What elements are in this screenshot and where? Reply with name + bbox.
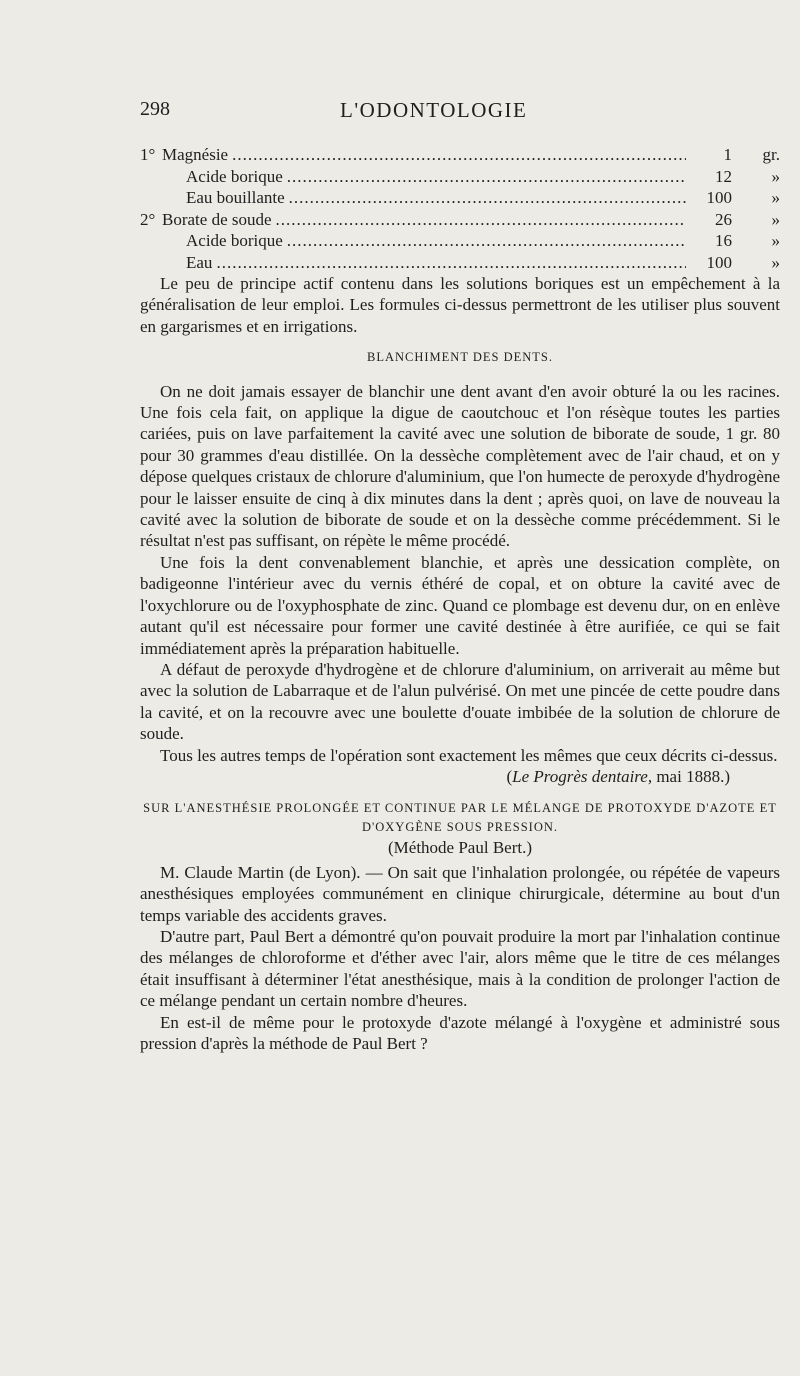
recipe-line <box>140 187 780 209</box>
citation-date: mai 1888. <box>656 766 725 786</box>
recipe-quantity: 26 <box>715 209 732 229</box>
recipe-ingredient: Eau bouillante <box>186 188 285 207</box>
recipe-line <box>140 230 780 252</box>
source-citation: (Le Progrès dentaire, mai 1888.) <box>506 766 730 786</box>
recipe-unit: gr. <box>762 145 780 164</box>
citation-source: Le Progrès dentaire, <box>512 766 653 786</box>
recipe-ingredient: Acide borique <box>186 231 283 250</box>
section-heading: SUR L'ANESTHÉSIE PROLONGÉE ET CONTINUE PAR LE MÉLANGE DE PROTOXYDE D'AZOTE ET D'OXYGÈNE SOUS PRESSION. <box>143 801 777 835</box>
recipe-ingredient: Eau <box>186 252 213 272</box>
recipe-line <box>140 166 780 188</box>
recipe-quantity: 12 <box>715 166 732 186</box>
paragraph: Une fois la dent convenablement blanchie, et après une dessication complète, on badigeonne l'intérieur avec du vernis éthéré de copal, et on obture la cavité avec de l'oxychlorure ou de l'oxyphosphate de zinc. Quand ce plombage est devenu dur, on en enlève autant qu'il est nécessaire pour former une cavité destinée à être aurifiée, ce qui se fait immédiatement après la préparation habituelle. <box>140 552 780 658</box>
recipe-line <box>140 144 780 166</box>
leader-dots <box>287 230 686 251</box>
running-title: L'ODONTOLOGIE <box>340 98 528 122</box>
leader-dots <box>287 166 686 187</box>
intro-paragraph: Le peu de principe actif contenu dans les solutions boriques est un empêchement à la généralisation de leur emploi. Les formules ci-dessus permettront de les utiliser plus souvent en gargarismes et en irrigations. <box>140 274 780 336</box>
recipe-number: 2° <box>140 209 156 229</box>
recipe-quantity: 1 <box>723 145 732 164</box>
recipe-unit: » <box>771 209 780 229</box>
paragraph: M. Claude Martin (de Lyon). — On sait que l'inhalation prolongée, ou répétée de vapeurs anesthésiques employées communément en clinique chirurgicale, détermine au bout d'un temps variable des accidents graves. <box>140 862 780 925</box>
leader-dots <box>216 252 686 273</box>
page-header <box>140 98 780 128</box>
recipe-unit: » <box>771 231 780 250</box>
page-number: 298 <box>140 98 170 120</box>
paragraph: On ne doit jamais essayer de blanchir une dent avant d'en avoir obturé la ou les racines. Une fois cela fait, on applique la digue de caoutchouc et l'on résèque toutes les parties cariées, puis on lave parfaitement la cavité avec une solution de biborate de soude, 1 gr. 80 pour 30 grammes d'eau distillée. On la dessèche complètement avec de l'air chaud, et on y dépose quelques cristaux de chlorure d'aluminium, que l'on humecte de peroxyde d'hydrogène pour le laisser ensuite de cinq à dix minutes dans la dent ; après quoi, on lave de nouveau la cavité avec la solution de biborate de soude et on la dessèche comme précédemment. Si le résultat n'est pas suffisant, on répète le même procédé. <box>140 381 780 551</box>
recipe-number: 1° <box>140 145 156 164</box>
paragraph: A défaut de peroxyde d'hydrogène et de chlorure d'aluminium, on arriverait au même but avec la solution de Labarraque et de l'alun pulvérisé. On met une pincée de cette poudre dans la cavité, et on la recouvre avec une boulette d'ouate imbibée de la solution de chlorure de soude. <box>140 659 780 744</box>
recipe-unit: » <box>771 252 780 272</box>
recipe-quantity: 16 <box>715 231 732 250</box>
recipe-ingredient: Magnésie <box>162 145 229 164</box>
leader-dots <box>232 144 686 165</box>
recipe-ingredient: Acide borique <box>186 166 283 186</box>
recipe-ingredient: Borate de soude <box>162 209 272 229</box>
leader-dots <box>289 187 686 208</box>
paragraph: D'autre part, Paul Bert a démontré qu'on pouvait produire la mort par l'inhalation continue des mélanges de chloroforme et d'éther avec l'air, alors même que le titre de ces mélanges était insuffisant à déterminer l'état anesthésique, mais à la condition de prolonger l'action de ce mélange pendant un certain nombre d'heures. <box>140 926 780 1011</box>
recipe-line <box>140 209 780 231</box>
recipe-quantity: 100 <box>706 252 732 272</box>
paragraph: En est-il de même pour le protoxyde d'azote mélangé à l'oxygène et administré sous pression d'après la méthode de Paul Bert ? <box>140 1012 780 1053</box>
section-subtitle: (Méthode Paul Bert.) <box>388 838 532 858</box>
page-body <box>140 144 780 1054</box>
recipe-list <box>140 144 780 273</box>
recipe-quantity: 100 <box>706 188 732 207</box>
recipe-unit: » <box>771 166 780 186</box>
leader-dots <box>276 209 686 230</box>
recipe-line <box>140 252 780 274</box>
recipe-unit: » <box>771 188 780 207</box>
paragraph: Tous les autres temps de l'opération sont exactement les mêmes que ceux décrits ci-dessus. <box>160 745 778 765</box>
section-heading: BLANCHIMENT DES DENTS. <box>366 350 553 365</box>
